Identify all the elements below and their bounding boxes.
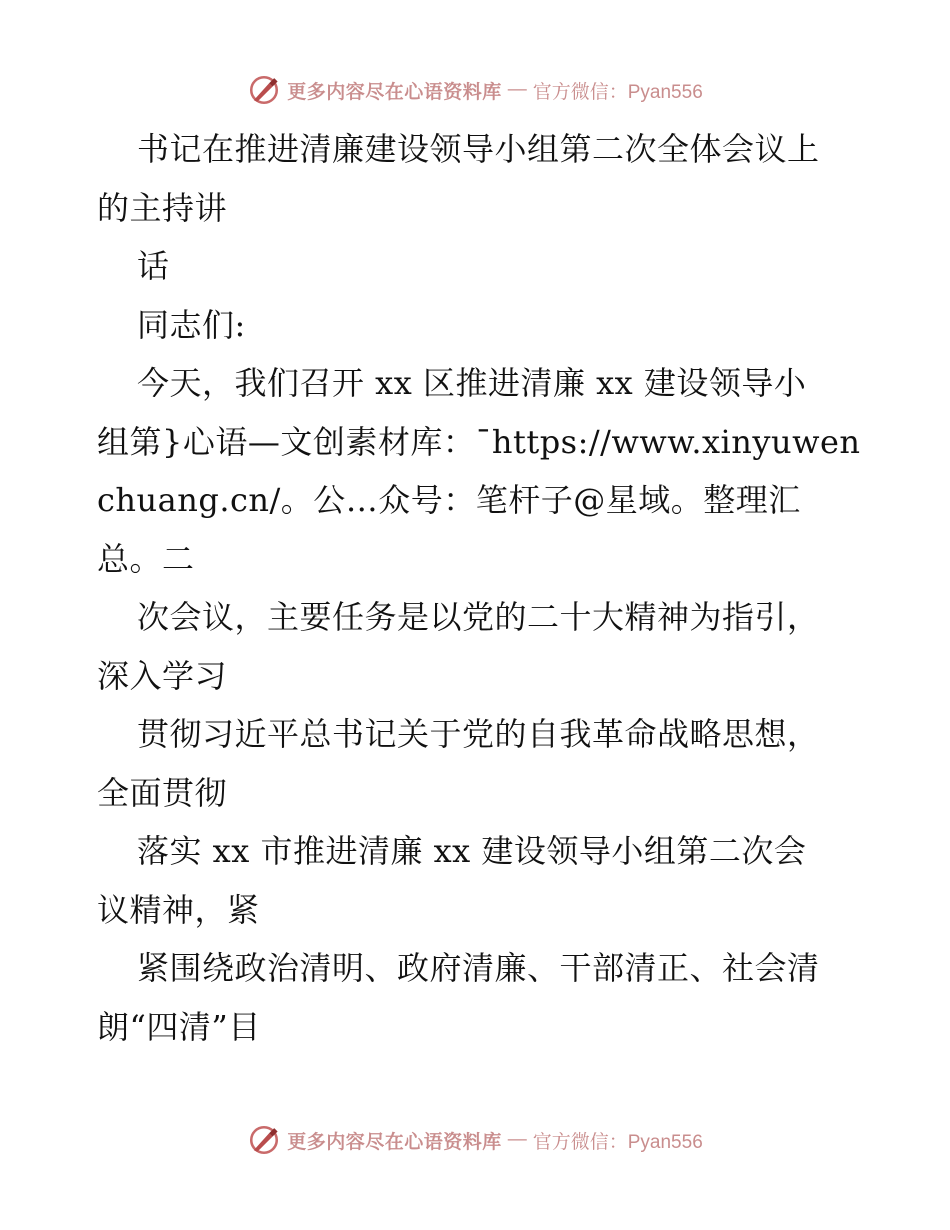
text-line: 议精神，紧 bbox=[97, 890, 260, 929]
footer-watermark bbox=[0, 1120, 950, 1160]
pen-logo-icon bbox=[247, 73, 281, 107]
watermark-contact: 官方微信：Pyan556 bbox=[532, 81, 703, 103]
header-watermark bbox=[0, 70, 950, 110]
pen-logo-icon bbox=[247, 1123, 281, 1157]
document-body bbox=[97, 120, 861, 1056]
watermark-brand: 更多内容尽在心语资料库 bbox=[287, 80, 502, 103]
text-line: 全面贯彻 bbox=[97, 773, 228, 812]
text-line: 紧围绕政治清明、政府清廉、干部清正、社会清 bbox=[137, 949, 820, 987]
text-line: 同志们: bbox=[137, 305, 246, 344]
text-line: 的主持讲 bbox=[97, 188, 228, 227]
text-line: 书记在推进清廉建设领导小组第二次全体会议上 bbox=[137, 130, 820, 168]
text-line: 话 bbox=[137, 247, 170, 285]
watermark-contact: 官方微信：Pyan556 bbox=[532, 1131, 703, 1153]
text-line: 朗“四清”目 bbox=[97, 1007, 261, 1046]
text-line: chuang.cn/。公…众号：笔杆子@星域。整理汇 bbox=[97, 481, 801, 519]
watermark-brand: 更多内容尽在心语资料库 bbox=[287, 1130, 502, 1153]
text-line: 总。二 bbox=[97, 539, 195, 578]
text-line: 贯彻习近平总书记关于党的自我革命战略思想， bbox=[137, 715, 820, 753]
text-line: 今天，我们召开 xx 区推进清廉 xx 建设领导小 bbox=[137, 364, 807, 402]
text-line: 组第}心语—文创素材库：¯https://www.xinyuwen bbox=[97, 422, 861, 461]
text-line: 次会议，主要任务是以党的二十大精神为指引， bbox=[137, 598, 820, 636]
text-line: 深入学习 bbox=[97, 656, 228, 695]
watermark-separator: — bbox=[507, 1129, 527, 1150]
text-line: 落实 xx 市推进清廉 xx 建设领导小组第二次会 bbox=[137, 832, 807, 870]
watermark-separator: — bbox=[507, 79, 527, 100]
